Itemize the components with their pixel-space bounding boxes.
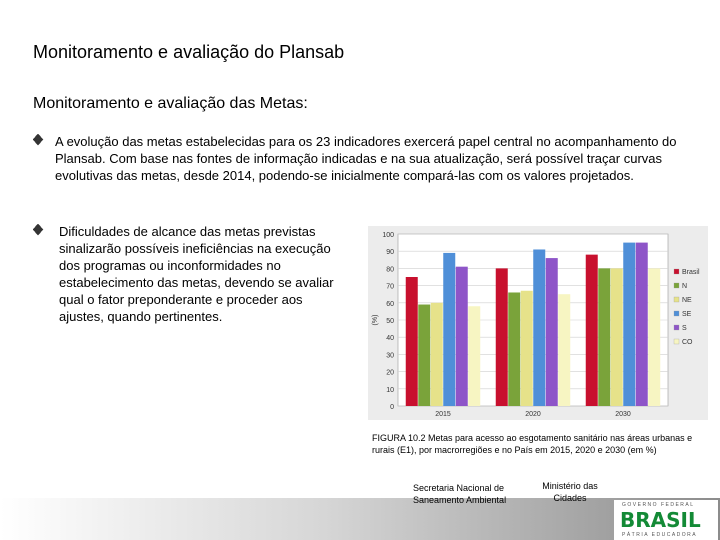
bar (546, 258, 558, 406)
y-axis-label: (%) (372, 314, 379, 326)
bar (533, 249, 545, 406)
bullet-item (33, 223, 348, 325)
bar (611, 268, 623, 406)
y-tick-label: 40 (386, 335, 394, 343)
y-tick-label: 30 (386, 352, 394, 360)
bar (508, 292, 520, 406)
figure-caption: FIGURA 10.2 Metas para acesso ao esgotamento sanitário nas áreas urbanas e rurais (E1), por macrorregiões e no País em 2015, 2020 e 2030 (em %) (372, 433, 693, 455)
bullet-text: A evolução das metas estabelecidas para os 23 indicadores exercerá papel central no acompanhamento do Plansab. Com base nas fontes de informação indicadas e na sua atualização, será possível traçar curvas evolutivas das metas, desde 2014, podendo-se inicialmente compará-las com os valores projetados. (55, 134, 677, 183)
diamond-bullet-icon (33, 134, 45, 146)
y-tick-label: 0 (390, 404, 394, 411)
legend-swatch (674, 339, 679, 344)
logo-word: BRASIL (620, 508, 701, 532)
y-tick-label: 50 (386, 318, 394, 325)
bar (443, 253, 455, 406)
y-tick-label: 70 (386, 283, 394, 291)
bullet-item (33, 133, 693, 184)
footer-secretaria: Secretaria Nacional de Saneamento Ambiental (413, 483, 507, 505)
diamond-bullet-icon (33, 224, 45, 236)
section-subtitle: Monitoramento e avaliação das Metas: (33, 95, 308, 112)
legend-label: CO (682, 339, 693, 346)
bar (636, 243, 648, 406)
bar (558, 294, 570, 406)
legend-swatch (674, 269, 679, 274)
legend-label: Brasil (682, 269, 700, 276)
legend-label: SE (682, 311, 692, 318)
legend-label: NE (682, 297, 692, 304)
legend-swatch (674, 283, 679, 288)
legend-swatch (674, 325, 679, 330)
bar (456, 267, 468, 406)
logo-bottom-text: PÁTRIA EDUCADORA (622, 532, 698, 538)
x-tick-label: 2020 (525, 411, 541, 418)
x-tick-label: 2030 (615, 411, 631, 418)
bar (586, 255, 598, 406)
bullet-text: Dificuldades de alcance das metas previstas sinalizarão possíveis ineficiências na execução dos programas ou inconformidades no estabelecimento das metas, devendo se avaliar qual o fator preponderante e proceder aos ajustes, quando pertinentes. (59, 224, 334, 324)
bar (406, 277, 418, 406)
y-tick-label: 100 (382, 232, 394, 239)
legend-label: S (682, 325, 687, 332)
bar (598, 268, 610, 406)
y-tick-label: 80 (386, 266, 394, 274)
legend-swatch (674, 297, 679, 302)
legend-label: N (682, 283, 688, 290)
x-tick-label: 2015 (435, 411, 451, 418)
y-tick-label: 60 (386, 300, 394, 308)
y-tick-label: 20 (386, 369, 394, 377)
y-tick-label: 10 (386, 386, 394, 394)
y-tick-label: 90 (386, 249, 394, 257)
bar (431, 303, 443, 406)
bar (521, 291, 533, 406)
bar (496, 268, 508, 406)
bar (468, 306, 480, 406)
brasil-logo (614, 500, 718, 540)
bar (418, 305, 430, 406)
logo-top-text: GOVERNO FEDERAL (622, 502, 695, 508)
footer-ministerio: Ministério das Cidades (542, 481, 598, 503)
bar-chart (368, 226, 708, 420)
legend-swatch (674, 311, 679, 316)
bar (648, 268, 660, 406)
footer-bar (0, 498, 720, 540)
bar (623, 243, 635, 406)
page-title: Monitoramento e avaliação do Plansab (33, 42, 345, 62)
bar-chart-svg (368, 226, 708, 420)
